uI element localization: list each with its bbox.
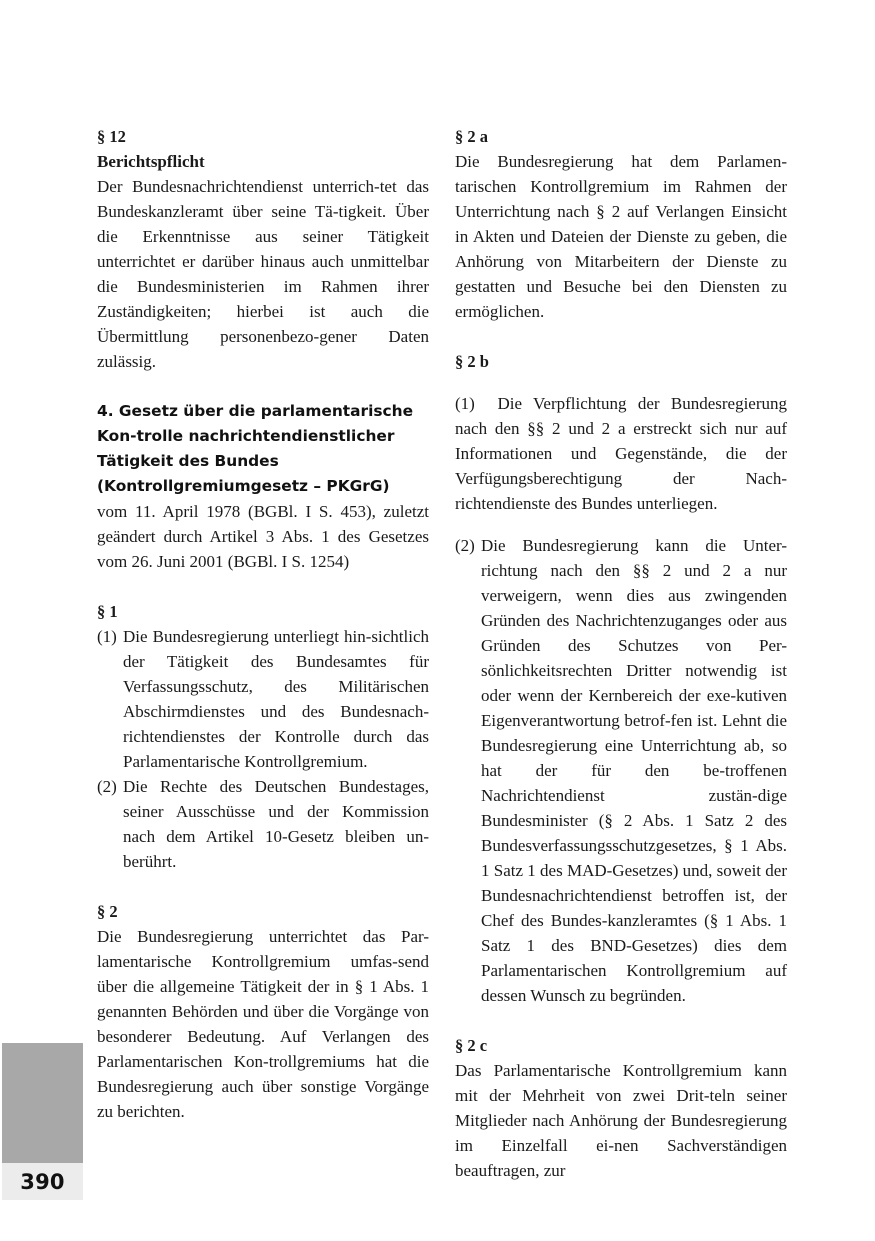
list-item-text: Die Bundesregierung kann die Unter-richtung nach den §§ 2 und 2 a nur verweigern, wenn dies aus zwingenden Gründen des Nachrichtenzuganges oder aus Gründen des Schutzes von Per-sönlichkeitsrechten Dritter notwendig ist oder wenn der Kernbereich der exe-kutiven Eigenverantwortung betrof-fen ist. Lehnt die Bundesregierung eine Unterrichtung ab, so hat der für den be-troffenen Nachrichtendienst zustän-dige Bundesminister (§ 2 Abs. 1 Satz 2 des Bundesverfassungsschutzgesetzes, § 1 Abs. 1 Satz 1 des MAD-Gesetzes) und, soweit der Bundesnachrichtendienst betroffen ist, der Chef des Bundes-kanzleramtes (§ 1 Abs. 1 Satz 1 des BND-Gesetzes) dies dem Parlamentarischen Kontrollgremium auf dessen Wunsch zu begründen.: [481, 536, 787, 1005]
section-2a-number: § 2 a: [455, 127, 488, 146]
section-2-body: Die Bundesregierung unterrichtet das Par-lamentarische Kontrollgremium umfas-send über die allgemeine Tätigkeit der in § 1 Abs. 1 genannten Behörden und über die Vorgänge von besonderer Bedeutung. Auf Verlangen des Parlamentarischen Kon-trollgremiums hat die Bundesregierung auch über sonstige Vorgänge zu berichten.: [97, 927, 429, 1121]
column-left: [97, 124, 429, 1124]
spacer: [97, 374, 429, 399]
list-item-marker: (2): [455, 536, 475, 555]
section-2: [97, 899, 429, 1124]
section-2-number: § 2: [97, 902, 118, 921]
list-item-marker: (1): [97, 627, 117, 646]
list-item-text: Die Rechte des Deutschen Bundestages, seiner Ausschüsse und der Kommission nach dem Artikel 10-Gesetz bleiben un-berührt.: [123, 777, 429, 871]
section-2b-number: § 2 b: [455, 352, 489, 371]
spacer: [455, 324, 787, 349]
list-item: [455, 533, 787, 1008]
chapter-4: [97, 399, 429, 574]
spacer: [97, 574, 429, 599]
section-2c: [455, 1033, 787, 1183]
section-2c-number: § 2 c: [455, 1036, 488, 1055]
section-1: [97, 599, 429, 874]
section-2a: [455, 124, 787, 324]
text-body: [97, 124, 787, 1214]
page-number-block: [2, 1163, 83, 1200]
list-item-marker: (2): [97, 777, 117, 796]
section-1-list: [97, 624, 429, 874]
list-item-marker: (1): [455, 394, 475, 413]
list-item-text: Die Verpflichtung der Bundesregierung nach den §§ 2 und 2 a erstreckt sich nur auf Informationen und Gegenstände, die der Verfügungsberechtigung der Nach-richtendienste des Bundes unterliegen.: [455, 394, 788, 513]
list-item: [97, 624, 429, 774]
page-number: 390: [20, 1169, 65, 1194]
column-right: [455, 124, 787, 1183]
list-item-flush: [455, 391, 787, 516]
list-item-text: Die Bundesregierung unterliegt hin-sichtlich der Tätigkeit des Bundesamtes für Verfassungsschutz, des Militärischen Abschirmdienstes und des Bundesnach-richtendienstes der Kontrolle durch das Parlamentarische Kontrollgremium.: [123, 627, 429, 771]
section-2a-body: Die Bundesregierung hat dem Parlamen-tarischen Kontrollgremium im Rahmen der Unterrichtung nach § 2 auf Verlangen Einsicht in Akten und Dateien der Dienste zu geben, die Anhörung von Mitarbeitern der Dienste zu gestatten und Besuche bei den Diensten zu ermöglichen.: [455, 152, 787, 321]
section-12-title: Berichtspflicht: [97, 152, 205, 171]
section-1-number: § 1: [97, 602, 118, 621]
section-12-number: § 12: [97, 127, 126, 146]
section-12: [97, 124, 429, 374]
chapter-heading: 4. Gesetz über die parlamentarische Kon-trolle nachrichtendienstlicher Tätigkeit des Bundes (Kontrollgremiumgesetz – PKGrG): [97, 402, 414, 495]
section-12-body: Der Bundesnachrichtendienst unterrich-tet das Bundeskanzleramt über seine Tä-tigkeit. Über die Erkenntnisse aus seiner Tätigkeit unterrichtet er darüber hinaus auch unmittelbar die Bundesministerien im Rahmen ihrer Zuständigkeiten; hierbei ist auch die Übermittlung personenbezo-gener Daten zulässig.: [97, 177, 429, 371]
section-2b: [455, 349, 787, 1008]
chapter-subline: vom 11. April 1978 (BGBl. I S. 453), zuletzt geändert durch Artikel 3 Abs. 1 des Gesetzes vom 26. Juni 2001 (BGBl. I S. 1254): [97, 502, 429, 571]
spacer: [97, 874, 429, 899]
spacer: [455, 1008, 787, 1033]
section-2c-body: Das Parlamentarische Kontrollgremium kann mit der Mehrheit von zwei Drit-teln seiner Mitglieder nach Anhörung der Bundesregierung im Einzelfall ei-nen Sachverständigen beauftragen, zur: [455, 1061, 787, 1180]
list-item: [97, 774, 429, 874]
